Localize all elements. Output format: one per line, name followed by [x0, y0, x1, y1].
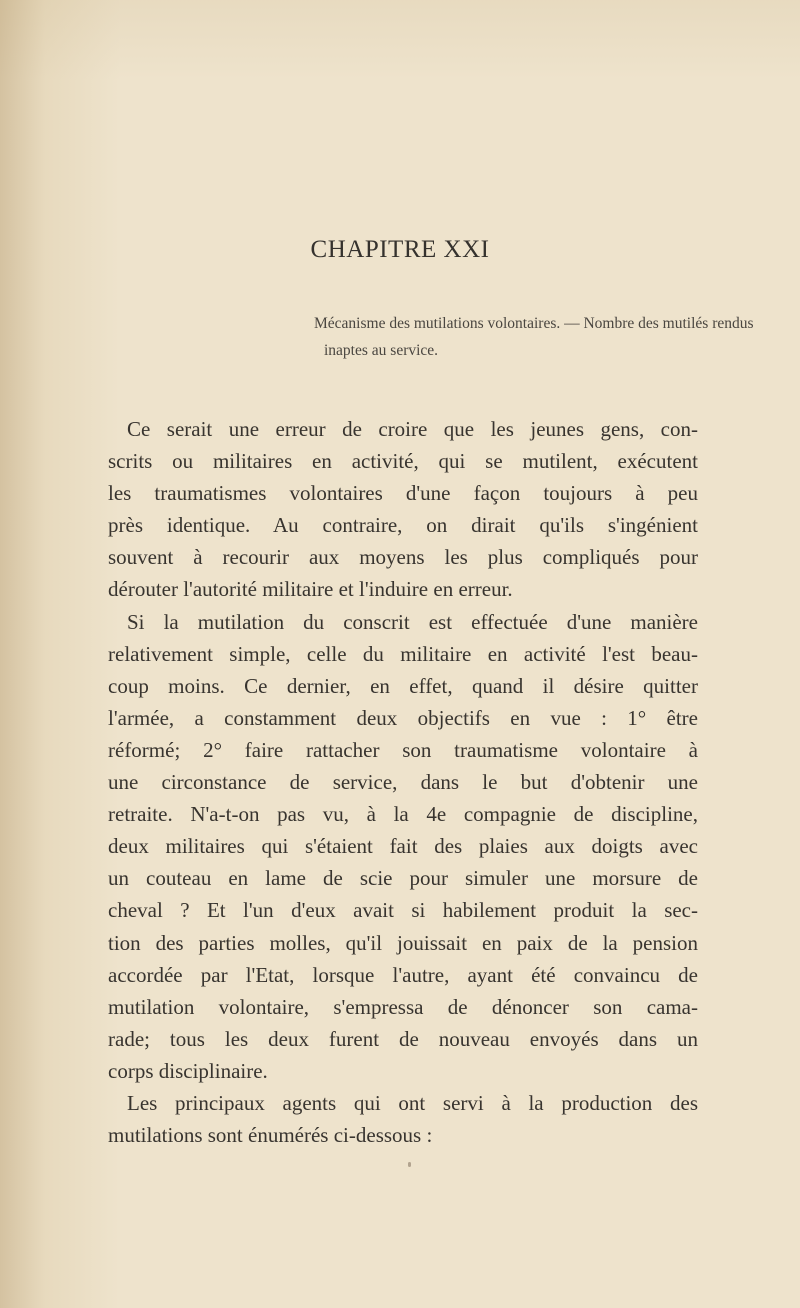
- paragraph-line: corps disciplinaire.: [108, 1058, 268, 1083]
- paragraph-line: souvent à recourir aux moyens les plus compliqués pour: [108, 545, 698, 570]
- paragraph-line: scrits ou militaires en activité, qui se mutilent, exécutent: [108, 449, 698, 474]
- paragraph-line: accordée par l'Etat, lorsque l'autre, ayant été convaincu de: [108, 962, 698, 987]
- paragraph-line: tion des parties molles, qu'il jouissait en paix de la pension: [108, 930, 698, 955]
- chapter-summary: [300, 310, 754, 364]
- paragraph-line: mutilations sont énumérés ci-dessous :: [108, 1123, 433, 1148]
- paragraph-line: Les principaux agents qui ont servi à la production des: [127, 1090, 698, 1115]
- body-text: [108, 413, 698, 1151]
- chapter-summary-line: inaptes au service.: [324, 342, 439, 359]
- paragraph-line: retraite. N'a-t-on pas vu, à la 4e compagnie de discipline,: [108, 802, 698, 827]
- chapter-title: CHAPITRE XXI: [310, 236, 490, 263]
- paragraph-line: Ce serait une erreur de croire que les jeunes gens, con-: [127, 417, 698, 441]
- paragraph-line: rade; tous les deux furent de nouveau envoyés dans un: [108, 1026, 698, 1051]
- paragraph-line: les traumatismes volontaires d'une façon toujours à peu: [108, 481, 698, 506]
- paragraph-line: mutilation volontaire, s'empressa de dénoncer son cama-: [108, 994, 698, 1019]
- paragraph-line: coup moins. Ce dernier, en effet, quand il désire quitter: [108, 673, 698, 698]
- paragraph-line: près identique. Au contraire, on dirait qu'ils s'ingénient: [108, 513, 698, 538]
- paragraph-line: cheval ? Et l'un d'eux avait si habilement produit la sec-: [108, 898, 698, 923]
- paragraph-line: un couteau en lame de scie pour simuler une morsure de: [108, 866, 698, 891]
- paragraph-line: deux militaires qui s'étaient fait des plaies aux doigts avec: [108, 834, 698, 859]
- ink-speck: [408, 1162, 411, 1167]
- paragraph-line: réformé; 2° faire rattacher son traumatisme volontaire à: [108, 737, 698, 762]
- paragraph-line: relativement simple, celle du militaire en activité l'est beau-: [108, 641, 698, 666]
- paragraph-line: dérouter l'autorité militaire et l'induire en erreur.: [108, 577, 513, 602]
- paragraph-line: Si la mutilation du conscrit est effectuée d'une manière: [127, 609, 698, 634]
- chapter-summary-line: Mécanisme des mutilations volontaires. — Nombre des mutilés rendus: [314, 315, 754, 332]
- paragraph-line: une circonstance de service, dans le but d'obtenir une: [108, 770, 698, 795]
- paragraph-line: l'armée, a constamment deux objectifs en vue : 1° être: [108, 705, 698, 730]
